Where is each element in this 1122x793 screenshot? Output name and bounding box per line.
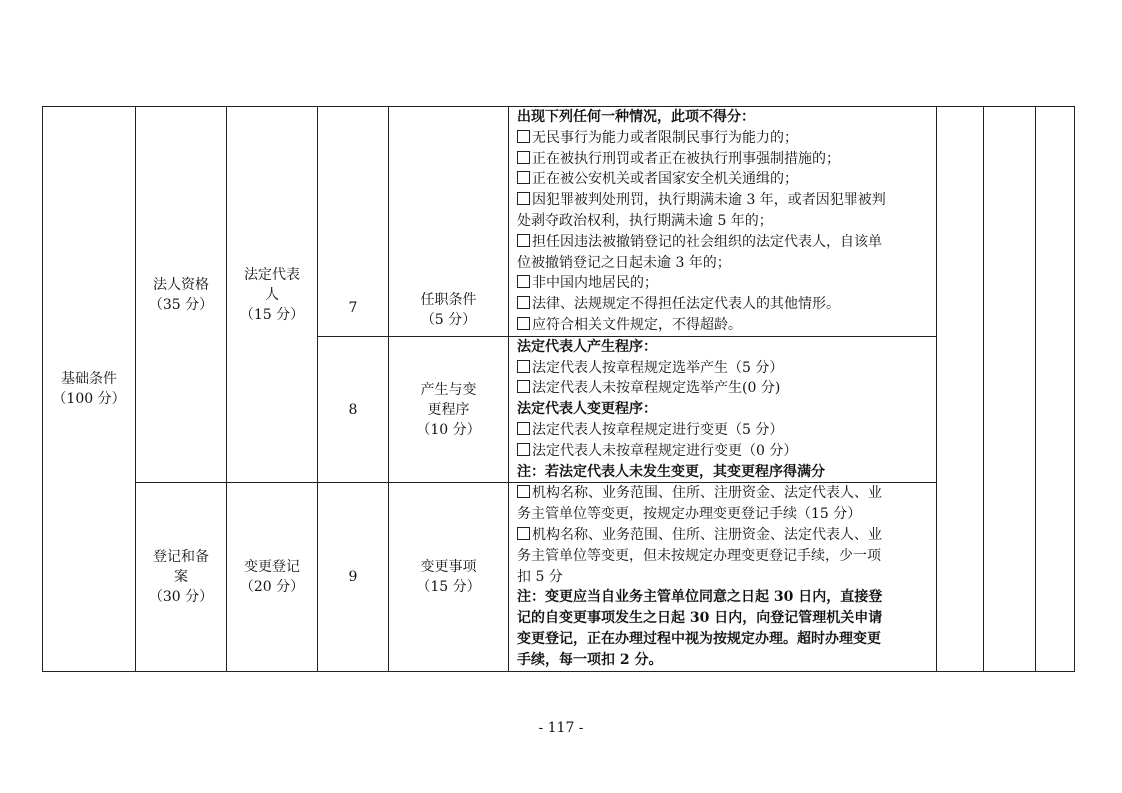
item-name-cell: [389, 336, 509, 483]
item-number: 7: [348, 299, 358, 316]
criteria-line: 扣 5 分: [517, 568, 563, 585]
checkbox-icon[interactable]: [517, 422, 530, 435]
checkbox-icon[interactable]: [517, 275, 530, 288]
criteria-line: 法律、法规规定不得担任法定代表人的其他情形。: [517, 294, 930, 315]
subsection-cell: [227, 483, 318, 671]
criteria-line: 非中国内地居民的；: [517, 273, 930, 294]
checkbox-icon[interactable]: [517, 317, 530, 330]
section-label: 登记和备: [153, 548, 209, 565]
criteria-note: 注：变更应当自业务主管单位同意之日起 30 日内，直接登: [517, 589, 883, 606]
table-row: [43, 483, 1075, 671]
criteria-cell: [509, 107, 937, 337]
category-cell: [43, 107, 136, 672]
checkbox-icon[interactable]: [517, 380, 530, 393]
checkbox-icon[interactable]: [517, 192, 530, 205]
subsection-label: 法定代表: [244, 266, 300, 283]
section-score: （30 分）: [148, 588, 214, 605]
item-score: （5 分）: [420, 311, 477, 328]
criteria-line: 处剥夺政治权利，执行期满未逾 5 年的；: [517, 212, 773, 229]
criteria-note: 变更登记，正在办理过程中视为按规定办理。超时办理变更: [517, 630, 881, 647]
section-score: （35 分）: [148, 296, 214, 313]
criteria-line: 无民事行为能力或者限制民事行为能力的；: [517, 128, 930, 149]
criteria-line: 务主管单位等变更，按规定办理变更登记手续（15 分）: [517, 506, 862, 523]
criteria-note: 手续，每一项扣 2 分。: [517, 651, 663, 668]
criteria-line: 法定代表人按章程规定选举产生（5 分）: [517, 358, 930, 379]
page-number: - 117 -: [538, 720, 584, 736]
subsection-label: 人: [265, 286, 279, 303]
subsection-label: 变更登记: [244, 558, 300, 575]
score-cell-1[interactable]: [937, 107, 984, 672]
criteria-line: 正在被公安机关或者国家安全机关通缉的；: [517, 169, 930, 190]
criteria-cell: [509, 336, 937, 483]
criteria-title: 法定代表人变更程序：: [517, 401, 657, 418]
checkbox-icon[interactable]: [517, 485, 530, 498]
score-cell-2[interactable]: [984, 107, 1036, 672]
criteria-line: 务主管单位等变更，但未按规定办理变更登记手续，少一项: [517, 547, 881, 564]
criteria-line: 正在被执行刑罚或者正在被执行刑事强制措施的；: [517, 149, 930, 170]
criteria-line: 法定代表人按章程规定进行变更（5 分）: [517, 420, 930, 441]
checkbox-icon[interactable]: [517, 527, 530, 540]
item-name-cell: [389, 107, 509, 337]
item-name: 更程序: [427, 401, 470, 418]
checkbox-icon[interactable]: [517, 234, 530, 247]
criteria-line: 应符合相关文件规定，不得超龄。: [517, 315, 930, 336]
checkbox-icon[interactable]: [517, 360, 530, 373]
item-name: 任职条件: [420, 291, 477, 308]
checkbox-icon[interactable]: [517, 171, 530, 184]
criteria-cell: [509, 483, 937, 671]
item-number-cell: [318, 107, 389, 337]
item-score: （10 分）: [416, 421, 481, 438]
criteria-line: 法定代表人未按章程规定进行变更（0 分）: [517, 441, 930, 462]
item-number: 8: [348, 401, 358, 418]
item-number: 9: [348, 568, 358, 585]
criteria-line: 担任因违法被撤销登记的社会组织的法定代表人，自该单: [517, 232, 930, 253]
checkbox-icon[interactable]: [517, 443, 530, 456]
item-name-cell: [389, 483, 509, 671]
category-score: （100 分）: [52, 390, 126, 407]
item-number-cell: [318, 483, 389, 671]
scoring-table: [42, 106, 1075, 672]
criteria-line: 法定代表人未按章程规定选举产生(0 分): [517, 378, 930, 399]
criteria-line: 位被撤销登记之日起未逾 3 年的；: [517, 254, 731, 271]
item-name: 产生与变: [420, 381, 477, 398]
criteria-line: 机构名称、业务范围、住所、注册资金、法定代表人、业: [517, 525, 930, 546]
item-score: （15 分）: [416, 578, 481, 595]
subsection-cell: [227, 107, 318, 483]
item-name: 变更事项: [420, 558, 477, 575]
criteria-note: 注：若法定代表人未发生变更，其变更程序得满分: [517, 463, 825, 480]
section-cell: [136, 107, 227, 483]
criteria-line: 因犯罪被判处刑罚，执行期满未逾 3 年，或者因犯罪被判: [517, 190, 930, 211]
criteria-line: 机构名称、业务范围、住所、注册资金、法定代表人、业: [517, 483, 930, 504]
criteria-title: 出现下列任何一种情况，此项不得分：: [517, 109, 755, 125]
section-label: 案: [174, 568, 188, 585]
subsection-score: （15 分）: [239, 306, 305, 323]
score-cell-3[interactable]: [1036, 107, 1075, 672]
section-label: 法人资格: [153, 276, 209, 293]
criteria-note: 记的自变更事项发生之日起 30 日内，向登记管理机关申请: [517, 610, 883, 627]
checkbox-icon[interactable]: [517, 296, 530, 309]
section-cell: [136, 483, 227, 671]
checkbox-icon[interactable]: [517, 151, 530, 164]
criteria-title: 法定代表人产生程序：: [517, 338, 657, 355]
table-row: [43, 107, 1075, 337]
category-label: 基础条件: [61, 370, 117, 387]
subsection-score: （20 分）: [239, 578, 305, 595]
item-number-cell: [318, 336, 389, 483]
checkbox-icon[interactable]: [517, 130, 530, 143]
